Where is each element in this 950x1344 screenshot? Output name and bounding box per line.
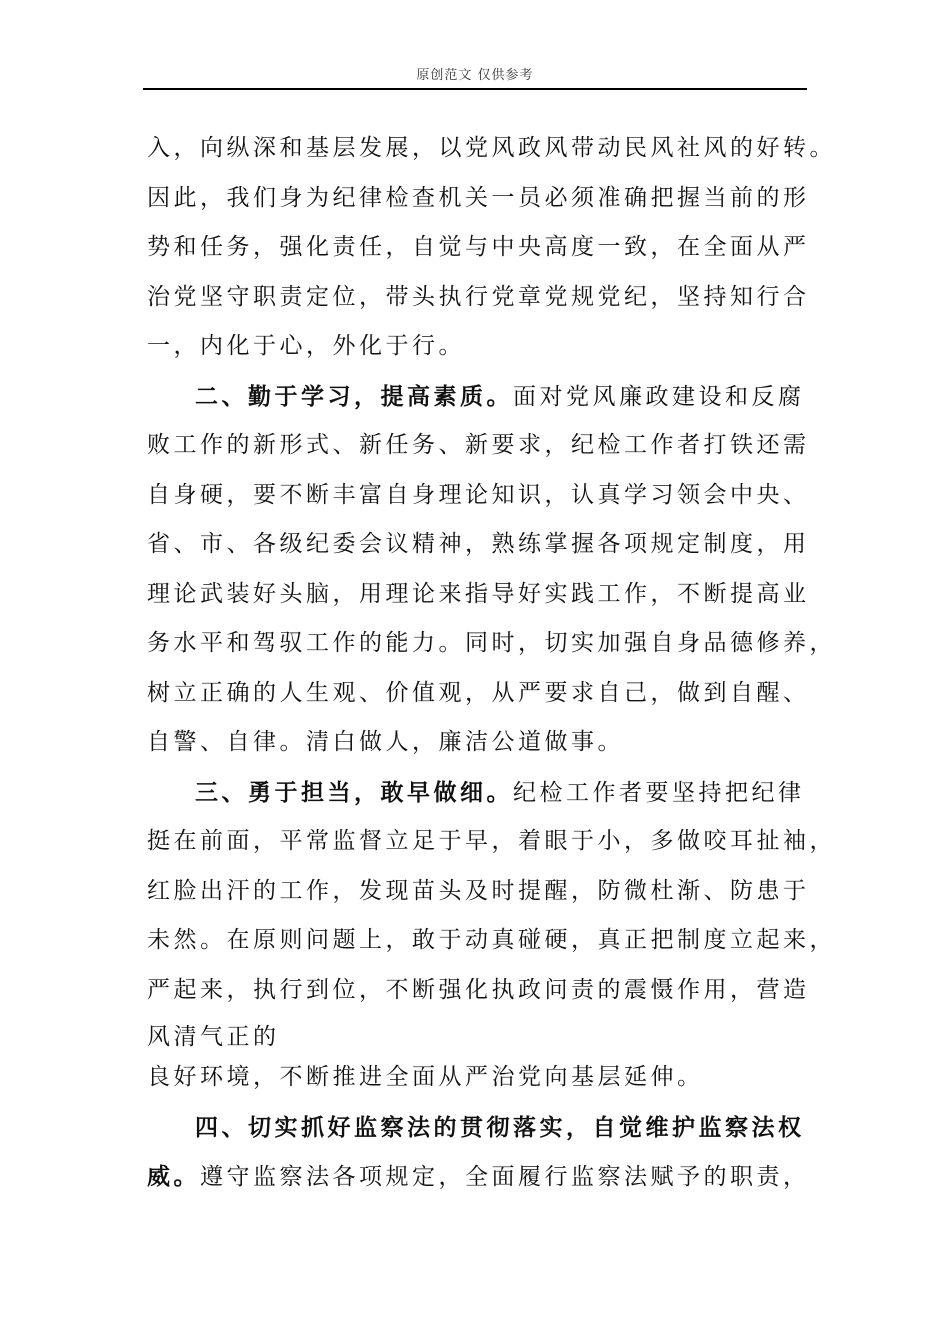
section-text: 遵守监察法各项规定，全面履行监察法赋予的职责， [200,1164,810,1190]
text-line: 挺在前面，平常监督立足于早，着眼于小，多做咬耳扯袖， [147,828,836,854]
text-line: 败工作的新形式、新任务、新要求，纪检工作者打铁还需 [147,432,810,458]
text-line: 治党坚守职责定位，带头执行党章党规党纪，坚持知行合 [147,283,810,310]
text-line: 未然。在原则问题上，敢于动真碰硬，真正把制度立起来， [147,927,836,953]
text-line: 红脸出汗的工作，发现苗头及时提醒，防微杜渐、防患于 [147,877,810,904]
text-line: 严起来，执行到位，不断强化执政问责的震慑作用，营造 [147,976,810,1003]
text-line: 理论武装好头脑，用理论来指导好实践工作，不断提高业 [147,580,810,607]
section-text: 纪检工作者要坚持把纪律 [513,779,805,806]
text-line: 势和任务，强化责任，自觉与中央高度一致，在全面从严 [147,234,810,260]
section-heading-2: 二、勤于学习，提高素质。 [195,382,513,410]
section-heading-3: 三、勇于担当，敢早做细。 [195,778,513,806]
document-body [147,124,836,1202]
text-line: 省、市、各级纪委会议精神，熟练掌握各项规定制度，用 [147,531,810,557]
section-text: 面对党风廉政建设和反腐 [513,383,805,410]
section-heading-line [147,372,811,422]
section-heading-line [147,768,811,818]
text-line: 入，向纵深和基层发展，以党风政风带动民风社风的好转。 [147,135,836,161]
text-line: 因此，我们身为纪律检查机关一员必须准确把握当前的形 [147,184,810,211]
text-line: 自警、自律。清白做人，廉洁公道做事。 [147,729,624,755]
section-heading-line [147,1103,811,1153]
text-line: 务水平和驾驭工作的能力。同时，切实加强自身品德修养， [147,630,836,656]
text-line [147,1152,811,1202]
section-heading-4: 四、切实抓好监察法的贯彻落实，自觉维护监察法权 [195,1113,805,1141]
text-line: 风清气正的 [147,1024,280,1050]
section-heading-4-continued: 威。 [147,1163,200,1190]
page-header [143,64,807,90]
text-line: 自身硬，要不断丰富自身理论知识，认真学习领会中央、 [147,481,810,508]
header-text: 原创范文 仅供参考 [416,68,534,83]
text-line: 一，内化于心，外化于行。 [147,333,465,359]
text-line: 良好环境，不断推进全面从严治党向基层延伸。 [147,1064,704,1090]
text-line: 树立正确的人生观、价值观，从严要求自己，做到自醒、 [147,679,810,706]
